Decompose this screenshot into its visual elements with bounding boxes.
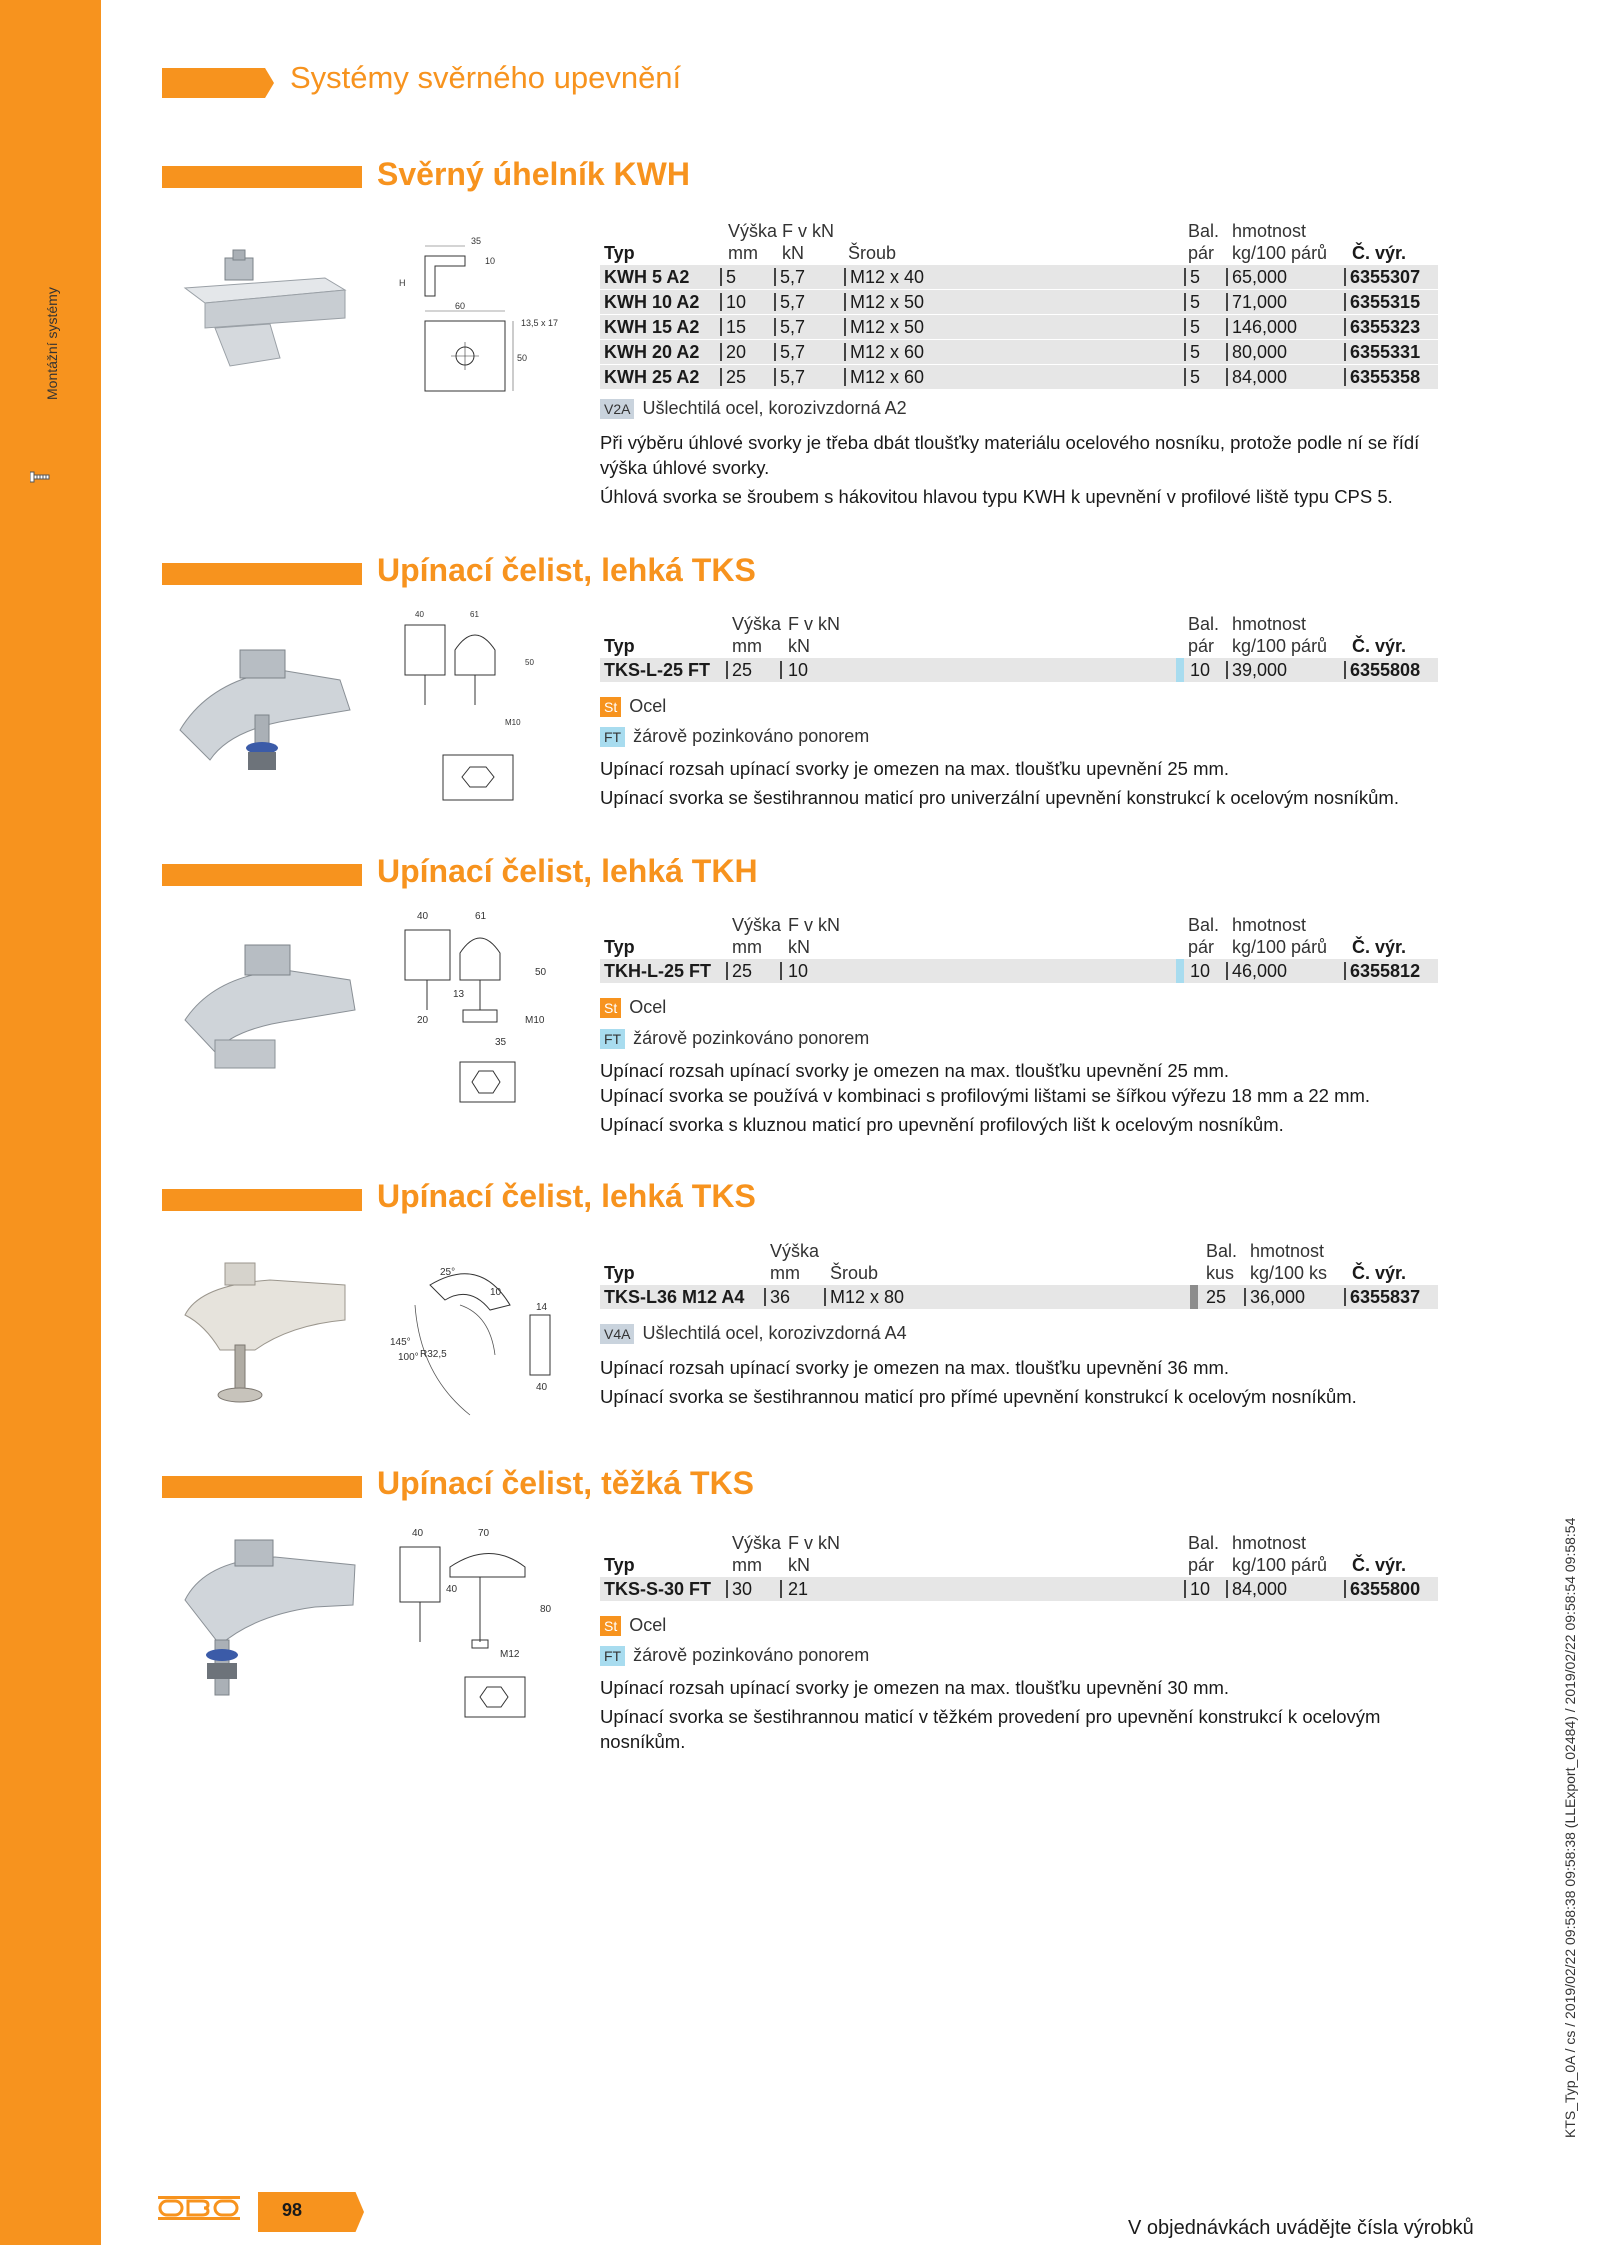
table-header-row: [600, 635, 1438, 657]
header-cell: Č. výr.: [1352, 1555, 1407, 1575]
tks-s-technical-drawing: [390, 1522, 565, 1722]
cell-cislo: 6355307: [1350, 267, 1421, 287]
section-bar: [162, 563, 362, 585]
cell-f: 21: [788, 1579, 809, 1599]
dim-label: M10: [525, 1015, 545, 1026]
header-cell: pár: [1188, 937, 1215, 957]
material-row: [600, 1613, 666, 1637]
description-text: Upínací svorka s kluznou maticí pro upevnění profilových lišt k ocelovým nosníkům.: [600, 1114, 1284, 1135]
cell-hm: 46,000: [1232, 961, 1288, 981]
dim-label: M12: [500, 1649, 520, 1660]
material-code: FT: [600, 1646, 625, 1666]
dim-label: H: [399, 278, 406, 288]
cell-vyska: 5: [726, 267, 737, 287]
header-cell: Typ: [604, 243, 635, 263]
dim-label: 40: [412, 1528, 424, 1539]
header-cell: mm: [732, 937, 762, 957]
description-text: Upínací svorka se používá v kombinaci s profilovými lištami se šířkou výřezu 18 mm a 22 mm.: [600, 1085, 1371, 1106]
header-cell: kg/100 párů: [1232, 1555, 1328, 1575]
cell-vyska: 36: [770, 1287, 791, 1307]
cell-vyska: 10: [726, 292, 747, 312]
cell-hm: 80,000: [1232, 342, 1288, 362]
dim-label: 61: [475, 911, 487, 922]
cell-cislo: 6355323: [1350, 317, 1421, 337]
header-cell: hmotnost: [1232, 221, 1307, 241]
section-title-tks-s: Upínací čelist, těžká TKS: [377, 1465, 755, 1501]
dim-label: R32,5: [420, 1349, 447, 1360]
dim-label: 70: [478, 1528, 490, 1539]
product-table-tks-l36: [600, 1240, 1438, 1309]
cell-vyska: 25: [732, 660, 753, 680]
cell-typ: TKH-L-25 FT: [604, 961, 711, 981]
header-cell: hmotnost: [1250, 1241, 1325, 1261]
material-row: [600, 694, 666, 718]
side-label: Montážní systémy: [44, 287, 60, 400]
cell-bal: 10: [1190, 660, 1211, 680]
header-cell: Typ: [604, 1555, 635, 1575]
cell-hm: 146,000: [1232, 317, 1298, 337]
cell-f: 10: [788, 961, 809, 981]
cell-bal: 5: [1190, 367, 1201, 387]
material-text: Ocel: [629, 696, 667, 716]
page-number: 98: [282, 2200, 303, 2220]
cell-typ: KWH 5 A2: [604, 267, 690, 287]
material-code: FT: [600, 1029, 625, 1049]
header-cell: kN: [788, 937, 810, 957]
cell-hm: 39,000: [1232, 660, 1288, 680]
product-table-tks-s: [600, 1532, 1438, 1601]
description-text: Upínací svorka se šestihrannou maticí v těžkém provedení pro upevnění konstrukcí k ocelovým nosníkům.: [600, 1706, 1381, 1752]
section-title-tks-l36: Upínací čelist, lehká TKS: [377, 1178, 756, 1214]
dim-label: 40: [417, 911, 429, 922]
description-tks-s: [600, 1675, 1440, 1754]
cell-hm: 36,000: [1250, 1287, 1306, 1307]
cell-vyska: 30: [732, 1579, 753, 1599]
cell-f: 5,7: [780, 292, 806, 312]
material-code: St: [600, 697, 621, 717]
header-cell: F v kN: [782, 221, 834, 241]
material-code: V4A: [600, 1324, 634, 1344]
header-cell: kus: [1206, 1263, 1235, 1283]
dim-label: 13,5 x 17: [521, 318, 559, 328]
cell-bal: 10: [1190, 1579, 1211, 1599]
accent-mark: [1176, 658, 1184, 682]
cell-typ: KWH 20 A2: [604, 342, 700, 362]
cell-f: 10: [788, 660, 809, 680]
header-cell: Výška: [732, 915, 782, 935]
tks-s-product-photo: [175, 1535, 365, 1705]
cell-bal: 10: [1190, 961, 1211, 981]
cell-typ: TKS-L36 M12 A4: [604, 1287, 745, 1307]
header-cell: Bal.: [1188, 1533, 1220, 1553]
material-text: žárově pozinkováno ponorem: [633, 1028, 870, 1048]
dim-label: M10: [505, 718, 521, 727]
product-table-tks-l: [600, 613, 1438, 682]
table-header-row: [600, 1240, 1438, 1262]
cell-typ: KWH 10 A2: [604, 292, 700, 312]
header-cell: Šroub: [830, 1263, 879, 1283]
screw-icon: [30, 470, 50, 484]
description-kwh: [600, 430, 1440, 509]
header-cell: mm: [770, 1263, 800, 1283]
cell-hm: 84,000: [1232, 1579, 1288, 1599]
description-tks-l: [600, 756, 1440, 810]
description-text: Upínací rozsah upínací svorky je omezen na max. tloušťku upevnění 36 mm.: [600, 1357, 1230, 1378]
dim-label: 61: [470, 610, 479, 619]
header-cell: Bal.: [1188, 614, 1220, 634]
cell-cislo: 6355812: [1350, 961, 1421, 981]
dim-label: 60: [455, 301, 466, 311]
header-tab: [162, 68, 274, 98]
cell-f: 5,7: [780, 342, 806, 362]
cell-bal: 5: [1190, 292, 1201, 312]
dim-label: 25°: [440, 1267, 456, 1278]
page-number-box: [258, 2192, 364, 2232]
cell-bal: 5: [1190, 317, 1201, 337]
header-cell: Typ: [604, 636, 635, 656]
description-text: Upínací rozsah upínací svorky je omezen na max. tloušťku upevnění 25 mm.: [600, 1060, 1230, 1081]
dim-label: 40: [446, 1584, 458, 1595]
cell-cislo: 6355358: [1350, 367, 1421, 387]
cell-sroub: M12 x 60: [850, 367, 925, 387]
header-cell: Výška: [732, 614, 782, 634]
material-code: FT: [600, 727, 625, 747]
header-cell: pár: [1188, 243, 1215, 263]
material-code: V2A: [600, 399, 634, 419]
dim-label: 10: [490, 1287, 502, 1298]
tks-l36-product-photo: [180, 1255, 355, 1410]
section-bar: [162, 1476, 362, 1498]
dim-label: 14: [536, 1302, 548, 1313]
tks-l-technical-drawing: [395, 605, 555, 805]
dim-label: 50: [525, 658, 534, 667]
material-text: žárově pozinkováno ponorem: [633, 1645, 870, 1665]
table-header-row: [600, 936, 1438, 958]
description-text: Upínací rozsah upínací svorky je omezen na max. tloušťku upevnění 25 mm.: [600, 758, 1230, 779]
header-cell: Výška: [770, 1241, 820, 1261]
cell-vyska: 25: [732, 961, 753, 981]
print-metadata: KTS_Typ_0A / cs / 2019/02/22 09:58:38 09:58:38 (LLExport_02484) / 2019/02/22 09:58:54 09:58:54: [1562, 1517, 1578, 2138]
table-row: [600, 290, 1438, 314]
section-title-tkh: Upínací čelist, lehká TKH: [377, 853, 758, 889]
cell-cislo: 6355315: [1350, 292, 1421, 312]
table-header-row: [600, 1262, 1438, 1284]
material-row: [600, 1643, 869, 1667]
cell-cislo: 6355808: [1350, 660, 1421, 680]
description-text: Upínací svorka se šestihrannou maticí pro univerzální upevnění konstrukcí k ocelovým nosníkům.: [600, 787, 1399, 808]
cell-hm: 71,000: [1232, 292, 1288, 312]
header-cell: kg/100 ks: [1250, 1263, 1328, 1283]
section-title-tks-l: Upínací čelist, lehká TKS: [377, 552, 756, 588]
table-row: [600, 658, 1438, 682]
cell-sroub: M12 x 50: [850, 292, 925, 312]
material-text: Ocel: [629, 997, 667, 1017]
header-cell: F v kN: [788, 614, 840, 634]
cell-sroub: M12 x 80: [830, 1287, 905, 1307]
material-text: Ocel: [629, 1615, 667, 1635]
material-text: Ušlechtilá ocel, korozivzdorná A2: [642, 398, 907, 418]
cell-hm: 65,000: [1232, 267, 1288, 287]
cell-cislo: 6355800: [1350, 1579, 1421, 1599]
header-cell: F v kN: [788, 915, 840, 935]
kwh-technical-drawing: [385, 236, 585, 398]
header-cell: Bal.: [1188, 915, 1220, 935]
material-row: [600, 1026, 869, 1050]
header-cell: hmotnost: [1232, 614, 1307, 634]
dim-label: 10: [485, 256, 496, 266]
cell-sroub: M12 x 60: [850, 342, 925, 362]
material-row: [600, 995, 666, 1019]
cell-sroub: M12 x 50: [850, 317, 925, 337]
description-text: Při výběru úhlové svorky je třeba dbát tloušťky materiálu ocelového nosníku, protože podle ní se řídí výška úhlové svorky.: [600, 432, 1420, 478]
material-text: Ušlechtilá ocel, korozivzdorná A4: [642, 1323, 907, 1343]
tks-l-product-photo: [170, 640, 360, 785]
header-cell: kg/100 párů: [1232, 243, 1328, 263]
cell-vyska: 20: [726, 342, 747, 362]
description-tks-l36: [600, 1355, 1440, 1409]
material-code: St: [600, 998, 621, 1018]
header-cell: pár: [1188, 636, 1215, 656]
header-cell: Č. výr.: [1352, 1263, 1407, 1283]
cell-cislo: 6355331: [1350, 342, 1421, 362]
cell-f: 5,7: [780, 317, 806, 337]
material-text: žárově pozinkováno ponorem: [633, 726, 870, 746]
section-bar: [162, 864, 362, 886]
header-cell: Šroub: [848, 243, 897, 263]
table-row: [600, 365, 1438, 389]
header-cell: Typ: [604, 1263, 635, 1283]
obo-logo: [158, 2196, 240, 2220]
dim-label: 145°: [390, 1337, 411, 1348]
table-header-row: [600, 1554, 1438, 1576]
header-cell: mm: [732, 1555, 762, 1575]
table-row: [600, 959, 1438, 983]
description-text: Upínací rozsah upínací svorky je omezen na max. tloušťku upevnění 30 mm.: [600, 1677, 1230, 1698]
header-cell: Č. výr.: [1352, 636, 1407, 656]
dim-label: 35: [471, 236, 482, 246]
dim-label: 50: [517, 353, 528, 363]
header-cell: Výška: [728, 221, 778, 241]
header-cell: Č. výr.: [1352, 243, 1407, 263]
description-text: Upínací svorka se šestihrannou maticí pro přímé upevnění konstrukcí k ocelovým nosníkům.: [600, 1386, 1357, 1407]
cell-f: 5,7: [780, 267, 806, 287]
header-cell: hmotnost: [1232, 1533, 1307, 1553]
dim-label: 40: [536, 1382, 548, 1393]
dim-label: 100°: [398, 1352, 419, 1363]
cell-vyska: 15: [726, 317, 747, 337]
table-header-row: [600, 914, 1438, 936]
dim-label: 20: [417, 1015, 429, 1026]
table-row: [600, 1285, 1438, 1309]
cell-f: 5,7: [780, 367, 806, 387]
cell-bal: 5: [1190, 342, 1201, 362]
table-row: [600, 315, 1438, 339]
page-title: Systémy svěrného upevnění: [290, 60, 682, 95]
cell-vyska: 25: [726, 367, 747, 387]
header-cell: kg/100 párů: [1232, 636, 1328, 656]
cell-bal: 25: [1206, 1287, 1227, 1307]
material-code: St: [600, 1616, 621, 1636]
header-cell: mm: [728, 243, 758, 263]
header-cell: Bal.: [1206, 1241, 1238, 1261]
header-cell: hmotnost: [1232, 915, 1307, 935]
cell-typ: TKS-L-25 FT: [604, 660, 710, 680]
header-cell: pár: [1188, 1555, 1215, 1575]
material-row: [600, 1321, 907, 1345]
tkh-product-photo: [175, 940, 365, 1075]
cell-typ: KWH 15 A2: [604, 317, 700, 337]
cell-cislo: 6355837: [1350, 1287, 1421, 1307]
material-row: [600, 724, 869, 748]
header-cell: F v kN: [788, 1533, 840, 1553]
description-text: Úhlová svorka se šroubem s hákovitou hlavou typu KWH k upevnění v profilové liště typu CPS 5.: [600, 486, 1393, 507]
section-bar: [162, 1189, 362, 1211]
tkh-technical-drawing: [395, 905, 560, 1105]
accent-mark: [1190, 1285, 1198, 1309]
cell-typ: KWH 25 A2: [604, 367, 700, 387]
table-header-row: [600, 220, 1438, 242]
header-cell: kg/100 párů: [1232, 937, 1328, 957]
header-cell: Č. výr.: [1352, 937, 1407, 957]
section-bar: [162, 166, 362, 188]
table-header-row: [600, 242, 1438, 264]
table-row: [600, 1577, 1438, 1601]
dim-label: 35: [495, 1037, 507, 1048]
table-row: [600, 265, 1438, 289]
material-row: [600, 396, 907, 420]
table-row: [600, 340, 1438, 364]
accent-mark: [1176, 959, 1184, 983]
header-cell: Výška: [732, 1533, 782, 1553]
header-cell: kN: [782, 243, 804, 263]
header-cell: mm: [732, 636, 762, 656]
description-tkh: [600, 1058, 1440, 1137]
product-table-kwh: [600, 220, 1438, 389]
kwh-product-photo: [175, 248, 350, 373]
dim-label: 13: [453, 989, 465, 1000]
header-cell: Typ: [604, 937, 635, 957]
cell-hm: 84,000: [1232, 367, 1288, 387]
header-cell: kN: [788, 636, 810, 656]
table-header-row: [600, 613, 1438, 635]
footer-note: V objednávkách uvádějte čísla výrobků: [1128, 2217, 1474, 2239]
table-header-row: [600, 1532, 1438, 1554]
dim-label: 50: [535, 967, 547, 978]
cell-sroub: M12 x 40: [850, 267, 925, 287]
dim-label: 80: [540, 1604, 552, 1615]
product-table-tkh: [600, 914, 1438, 983]
cell-bal: 5: [1190, 267, 1201, 287]
header-cell: kN: [788, 1555, 810, 1575]
tks-l36-technical-drawing: [390, 1245, 570, 1425]
dim-label: 40: [415, 610, 424, 619]
cell-typ: TKS-S-30 FT: [604, 1579, 712, 1599]
section-title-kwh: Svěrný úhelník KWH: [377, 156, 690, 192]
header-cell: Bal.: [1188, 221, 1220, 241]
